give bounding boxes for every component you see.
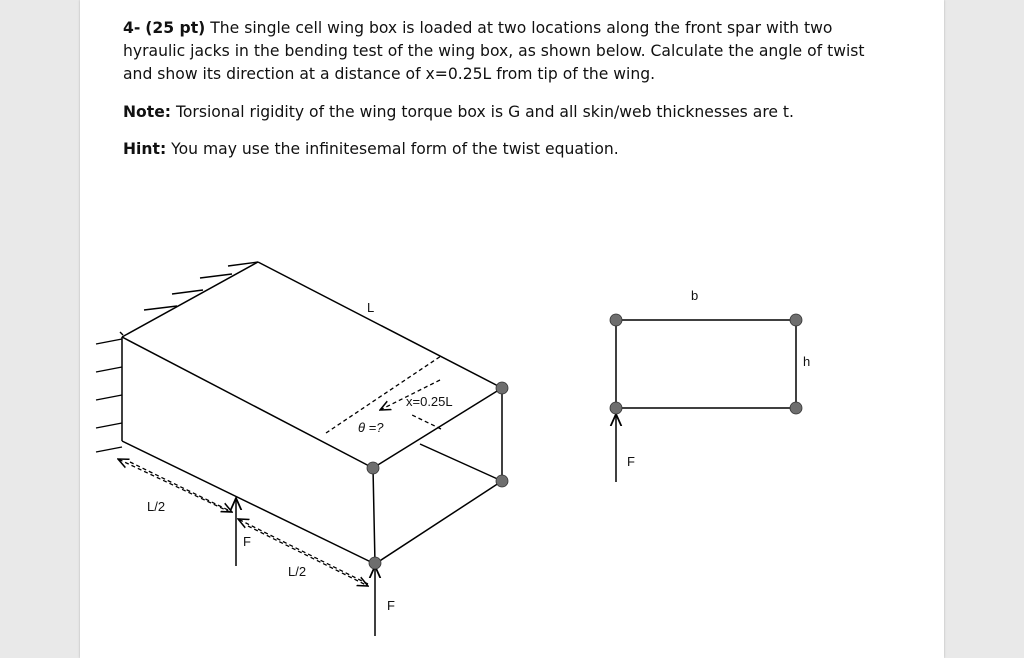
- section-width-label: b: [691, 288, 699, 303]
- cross-section-rect: [616, 320, 796, 408]
- half-span-label-1: L/2: [147, 499, 166, 514]
- top-front-edge: [122, 337, 373, 468]
- boom-node: [367, 462, 379, 474]
- note-text: Torsional rigidity of the wing torque box is G and all skin/web thicknesses are t.: [171, 103, 795, 121]
- station-label: x=0.25L: [406, 394, 453, 409]
- force-label-1: F: [243, 534, 251, 549]
- statement-line-1: The single cell wing box is loaded at two locations along the front spar with two: [210, 19, 833, 37]
- root-top-edge: [122, 262, 258, 337]
- boom-node: [790, 314, 802, 326]
- boom-node: [610, 402, 622, 414]
- span-label: L: [367, 300, 375, 315]
- dimension-arrows: [118, 380, 440, 586]
- tip-bottom-edge: [375, 481, 502, 564]
- hint-label: Hint:: [123, 140, 167, 158]
- top-rear-edge: [258, 262, 502, 388]
- wing-box-3d: [122, 262, 502, 564]
- statement-line-2: hyraulic jacks in the bending test of the wing box, as shown below. Calculate the angle of twist: [123, 42, 865, 60]
- twist-label: θ =?: [358, 420, 384, 435]
- statement-line-3: and show its direction at a distance of x=0.25L from tip of the wing.: [123, 65, 656, 83]
- section-force-label: F: [627, 454, 635, 469]
- tip-front-spar: [373, 468, 375, 564]
- boom-node: [496, 475, 508, 487]
- boom-node: [496, 382, 508, 394]
- boom-node: [610, 314, 622, 326]
- half-span-label-2: L/2: [288, 564, 307, 579]
- problem-points: (25 pt): [145, 19, 206, 37]
- cut-section-line: [420, 444, 502, 481]
- force-label-2: F: [387, 598, 395, 613]
- boom-node: [369, 557, 381, 569]
- wall-hatching: [96, 262, 258, 452]
- hint-text: You may use the infinitesemal form of the twist equation.: [166, 140, 619, 158]
- note-label: Note:: [123, 103, 172, 121]
- boom-node: [790, 402, 802, 414]
- problem-number: 4-: [123, 19, 141, 37]
- section-height-label: h: [803, 354, 811, 369]
